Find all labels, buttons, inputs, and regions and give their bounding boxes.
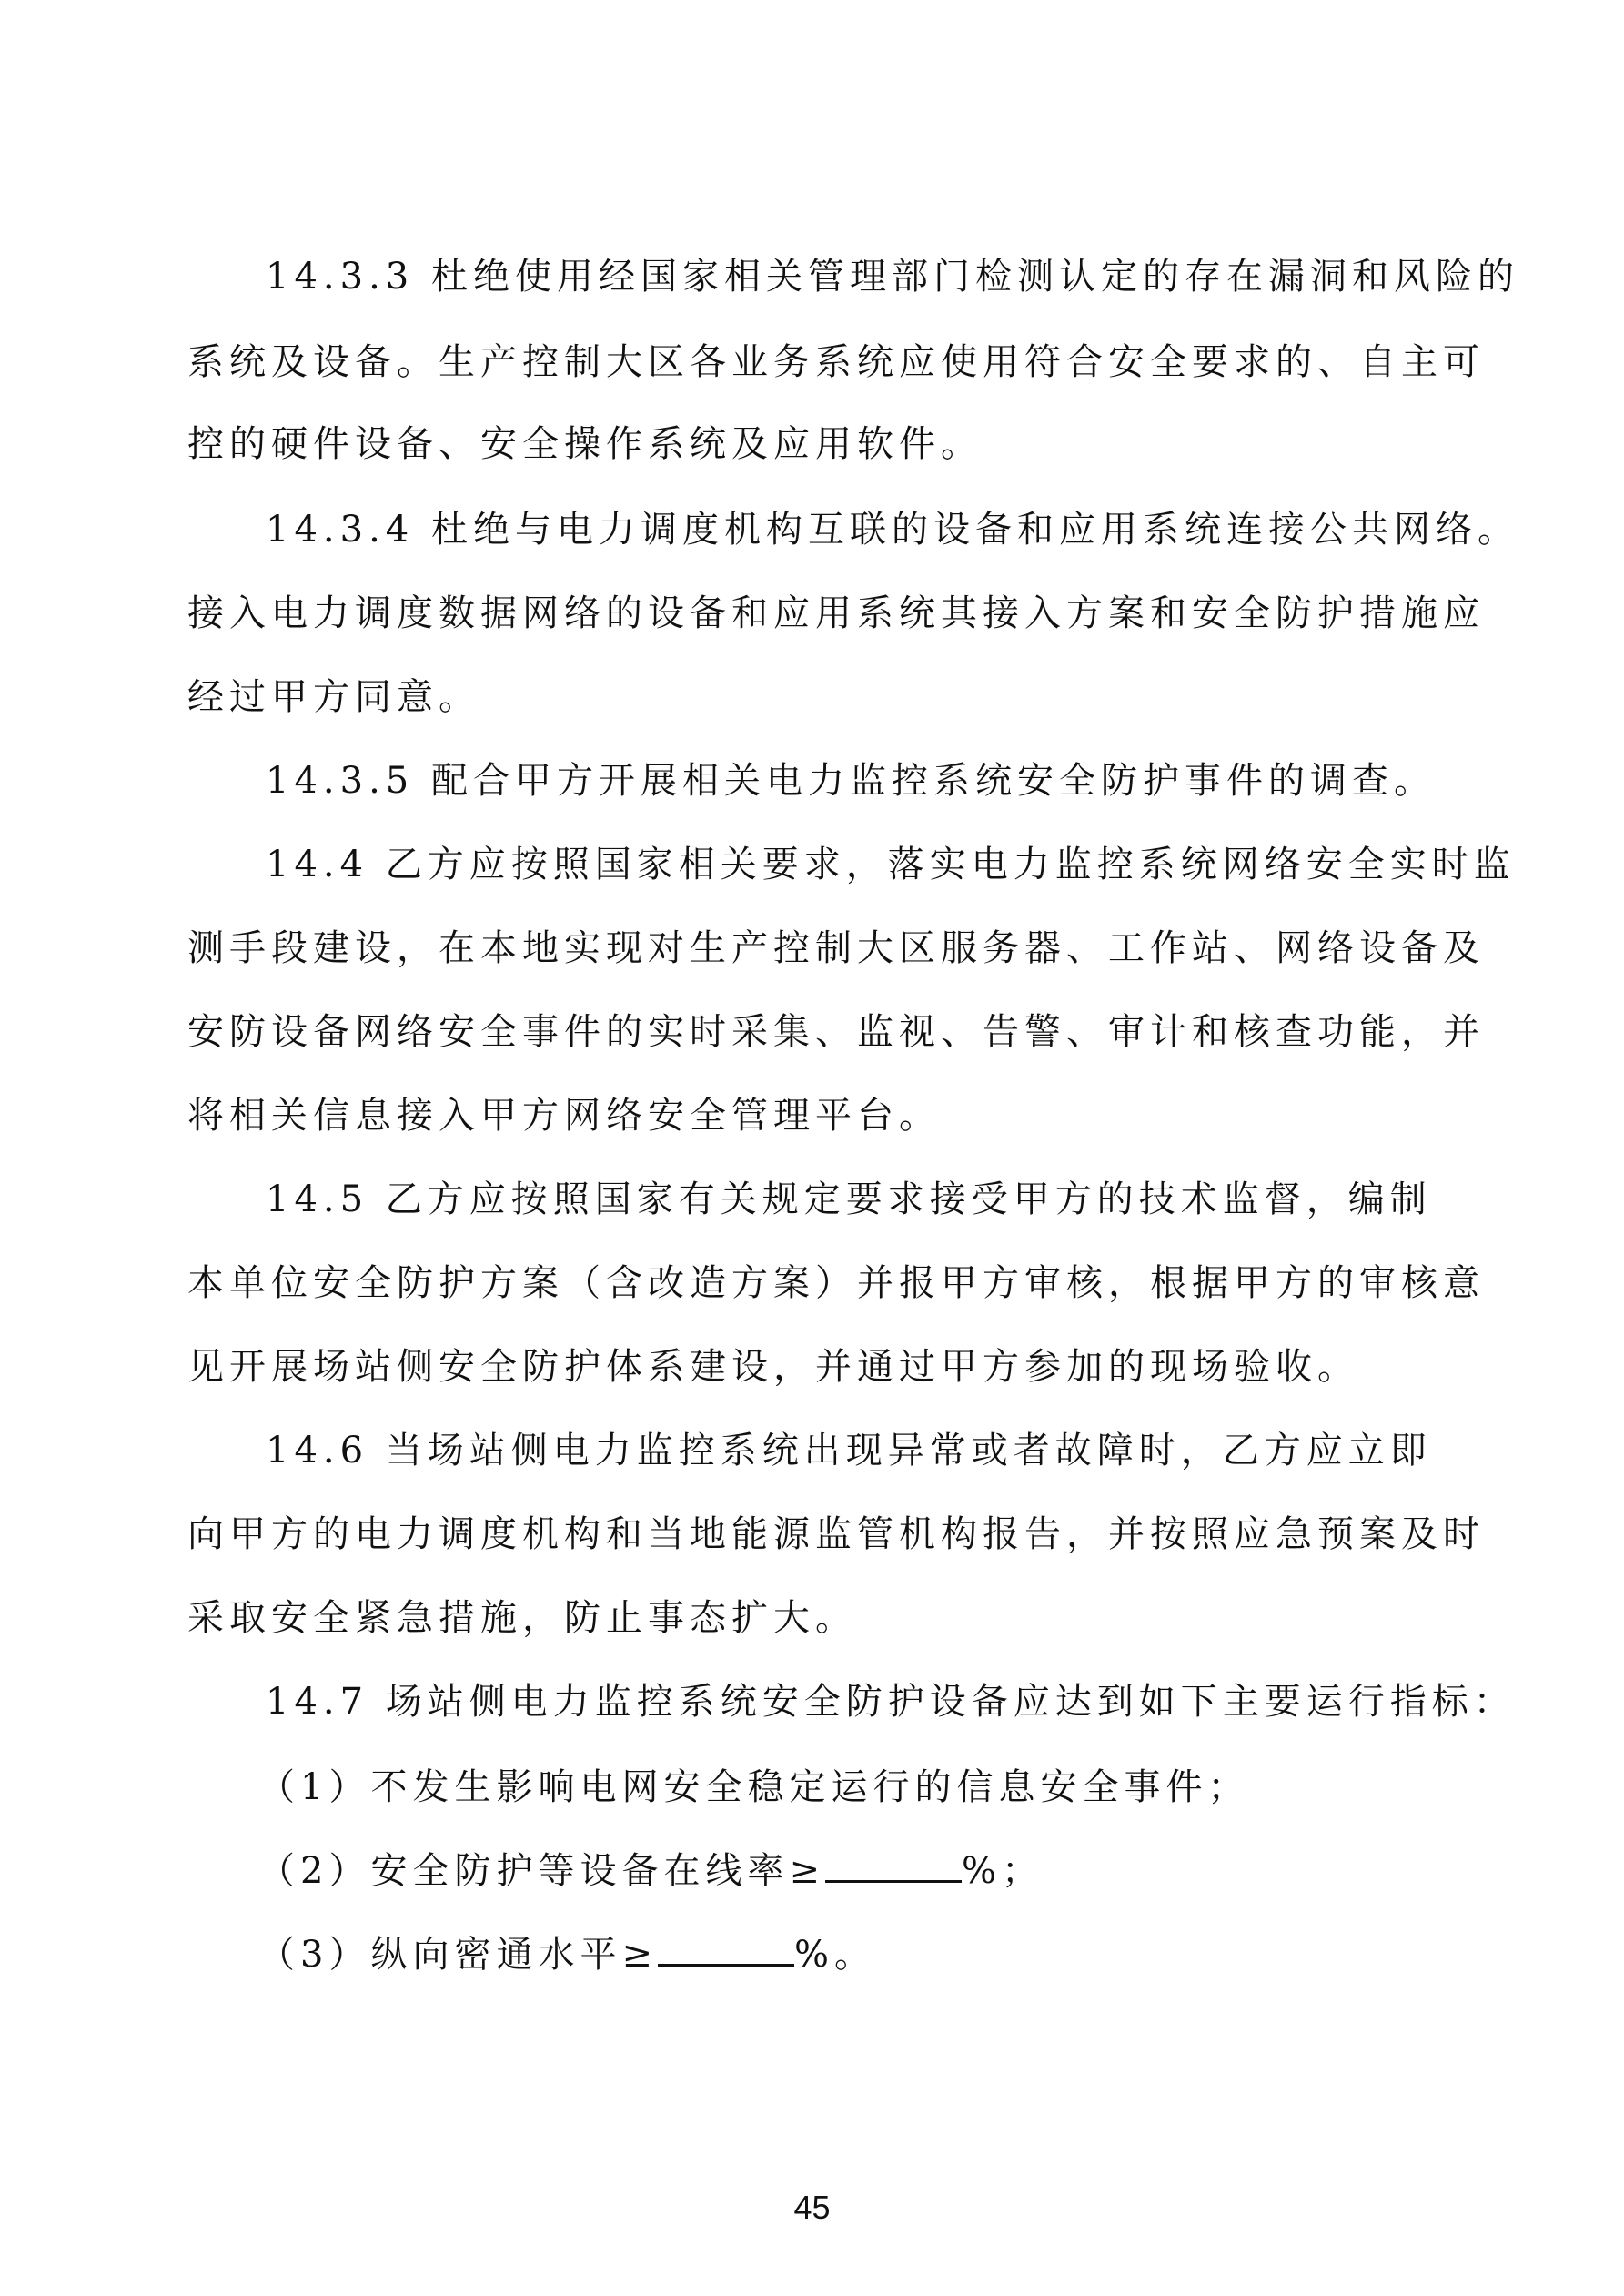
paragraph-line: 经过甲方同意。 (187, 676, 480, 718)
indicator-item-1: （1）不发生影响电网安全稳定运行的信息安全事件； (258, 1766, 1250, 1808)
indicator-suffix: %。 (793, 1934, 876, 1976)
page-number: 45 (793, 2189, 831, 2226)
paragraph-line: 将相关信息接入甲方网络安全管理平台。 (187, 1095, 941, 1137)
paragraph-line: 14.4 乙方应按照国家相关要求，落实电力监控系统网络安全实时监 (266, 844, 1516, 885)
fill-in-blank[interactable] (658, 1933, 794, 1967)
paragraph-line: 系统及设备。生产控制大区各业务系统应使用符合安全要求的、自主可 (187, 341, 1485, 383)
paragraph-line: 14.5 乙方应按照国家有关规定要求接受甲方的技术监督，编制 (266, 1178, 1432, 1220)
paragraph-line: 14.3.5 配合甲方开展相关电力监控系统安全防护事件的调查。 (266, 760, 1436, 802)
paragraph-line: 向甲方的电力调度机构和当地能源监管机构报告，并按照应急预案及时 (187, 1513, 1485, 1555)
indicator-item-3 (258, 1931, 876, 1978)
paragraph-line: 采取安全紧急措施，防止事态扩大。 (187, 1597, 857, 1639)
indicator-prefix: （2）安全防护等设备在线率≥ (258, 1850, 825, 1892)
paragraph-line: 安防设备网络安全事件的实时采集、监视、告警、审计和核查功能，并 (187, 1011, 1485, 1053)
paragraph-line: 本单位安全防护方案（含改造方案）并报甲方审核，根据甲方的审核意 (187, 1262, 1485, 1304)
indicator-item-2 (258, 1847, 1044, 1895)
paragraph-line: 14.3.3 杜绝使用经国家相关管理部门检测认定的存在漏洞和风险的 (266, 256, 1519, 298)
indicator-prefix: （3）纵向密通水平≥ (258, 1934, 658, 1976)
paragraph-line: 14.3.4 杜绝与电力调度机构互联的设备和应用系统连接公共网络。 (266, 509, 1519, 551)
indicator-suffix: %； (961, 1850, 1044, 1892)
paragraph-line: 见开展场站侧安全防护体系建设，并通过甲方参加的现场验收。 (187, 1346, 1359, 1388)
paragraph-line: 接入电力调度数据网络的设备和应用系统其接入方案和安全防护措施应 (187, 592, 1485, 634)
paragraph-line: 14.6 当场站侧电力监控系统出现异常或者故障时，乙方应立即 (266, 1430, 1432, 1472)
paragraph-line: 测手段建设，在本地实现对生产控制大区服务器、工作站、网络设备及 (187, 927, 1485, 969)
fill-in-blank[interactable] (825, 1849, 962, 1883)
paragraph-line: 控的硬件设备、安全操作系统及应用软件。 (187, 423, 983, 465)
paragraph-line: 14.7 场站侧电力监控系统安全防护设备应达到如下主要运行指标： (266, 1681, 1516, 1723)
